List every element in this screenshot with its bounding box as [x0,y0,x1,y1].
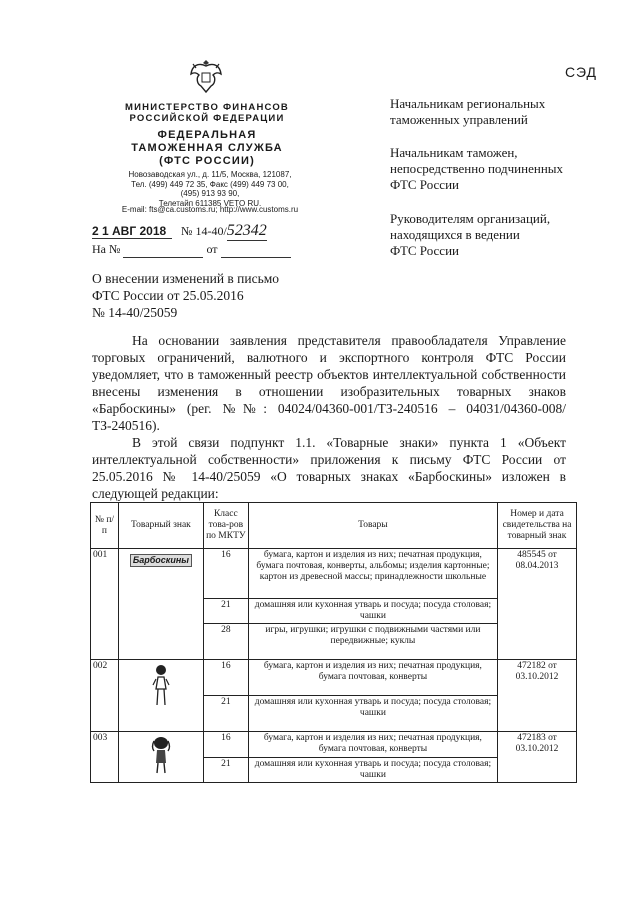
addressee-line: находящихся в ведении [390,227,520,242]
registration-line [92,222,317,241]
from-field [221,242,291,258]
addressee-block [390,145,610,193]
phone: Тел. (499) 449 72 35, Факс (499) 449 73 00, [131,179,289,189]
body-paragraph: На основании заявления представителя правообладателя Управление торговых ограничений, валютного и экспортного контроля ФТС России уведомляет, что в таможенный реестр объектов интеллектуальной собственности внесены изменения в отношении изобразительных товарных знаков «Барбоскины» (рег. №№: 04024/04360-001/ТЗ-240516 – 04031/04360-008/ ТЗ-240516). [92,333,566,433]
ministry-name [112,102,302,124]
teletype: Телетайп 611385 VETO RU. [158,198,262,208]
phone-2: (495) 913 93 90, [180,189,240,198]
ministry-line: РОССИЙСКОЙ ФЕДЕРАЦИИ [129,113,285,124]
addressee-block [390,96,610,128]
subject-line: ФТС России от 25.05.2016 [92,288,244,303]
header-goods: Товары [248,503,497,549]
class-cell: 16 [203,660,248,696]
email-line: E-mail: fts@ca.customs.ru; http://www.customs.ru [121,205,299,214]
registration-number-prefix: № 14-40/ [181,224,227,238]
character-girl-icon [152,663,170,709]
goods-cell: бумага, картон и изделия из них; печатная продукция, бумага почтовая, конверты, альбомы; изделия картонные; картон из древесной массы; принадлежности школьные [248,549,497,599]
body-paragraph: В этой связи подпункт 1.1. «Товарные знаки» пункта 1 «Объект интеллектуальной собственности» приложения к письму ФТС России от 25.05.2016 № 14-40/25059 «О товарных знаках «Барбоскины» изложен в следующей редакции: [92,435,566,501]
class-cell: 21 [203,599,248,624]
class-cell: 16 [203,732,248,758]
character-dog-icon [150,735,172,775]
cert-cell: 472182 от 03.10.2012 [498,660,577,732]
trademark-cell [118,549,203,660]
addressee-line: ФТС России [390,177,459,192]
goods-cell: домашняя или кухонная утварь и посуда; посуда столовая; чашки [248,758,497,783]
goods-cell: домашняя или кухонная утварь и посуда; посуда столовая; чашки [248,599,497,624]
addressee-line: непосредственно подчиненных [390,161,564,176]
contact-block [100,170,320,208]
addressee-line: таможенных управлений [390,112,528,127]
goods-cell: домашняя или кухонная утварь и посуда; посуда столовая; чашки [248,696,497,732]
registration-number-handwritten: 52342 [226,222,267,239]
table-header-row [91,503,577,549]
class-cell: 28 [203,624,248,660]
service-line: ТАМОЖЕННАЯ СЛУЖБА [131,142,283,154]
subject-line: № 14-40/25059 [92,305,178,320]
trademark-cell [118,732,203,783]
service-line: (ФТС РОССИИ) [159,155,255,167]
addressee-line: Начальникам таможен, [390,145,518,160]
row-number: 001 [91,549,119,660]
table-row [91,732,577,758]
registration-date: 2 1 АВГ 2018 [92,224,172,239]
addressee-block [390,211,610,259]
table-row [91,660,577,696]
header-no: № п/п [91,503,119,549]
row-number: 003 [91,732,119,783]
address: Новозаводская ул., д. 11/5, Москва, 121087, [128,170,292,179]
cert-cell: 472183 от 03.10.2012 [498,732,577,783]
goods-cell: бумага, картон и изделия из них; печатная продукция, бумага почтовая, конверты [248,732,497,758]
reference-line [92,242,317,258]
addressee-line: ФТС России [390,243,459,258]
letter-body [92,332,566,502]
ministry-line: МИНИСТЕРСТВО ФИНАНСОВ [125,102,289,113]
service-name [112,129,302,168]
header-class: Класс това-ров по МКТУ [203,503,248,549]
trademark-table [90,502,577,783]
goods-cell: игры, игрушки; игрушки с подвижными частями или передвижные; куклы [248,624,497,660]
coat-of-arms-icon [188,56,224,96]
class-cell: 16 [203,549,248,599]
class-cell: 21 [203,696,248,732]
header-cert: Номер и дата свидетельства на товарный знак [498,503,577,549]
trademark-cell [118,660,203,732]
addressee-line: Начальникам региональных [390,96,546,111]
goods-cell: бумага, картон и изделия из них; печатная продукция, бумага почтовая, конверты [248,660,497,696]
barboskiny-wordmark-icon: Барбоскины [130,554,192,567]
on-no-field [123,242,203,258]
addressee-line: Руководителям организаций, [390,211,551,226]
header-mark: Товарный знак [118,503,203,549]
table-row [91,549,577,599]
from-label: от [206,242,218,256]
sed-label: СЭД [565,64,598,80]
cert-cell: 485545 от 08.04.2013 [498,549,577,660]
on-no-label: На № [92,242,121,256]
row-number: 002 [91,660,119,732]
subject-line: О внесении изменений в письмо [92,271,280,286]
service-line: ФЕДЕРАЛЬНАЯ [157,129,257,141]
subject-block [92,270,279,321]
class-cell: 21 [203,758,248,783]
